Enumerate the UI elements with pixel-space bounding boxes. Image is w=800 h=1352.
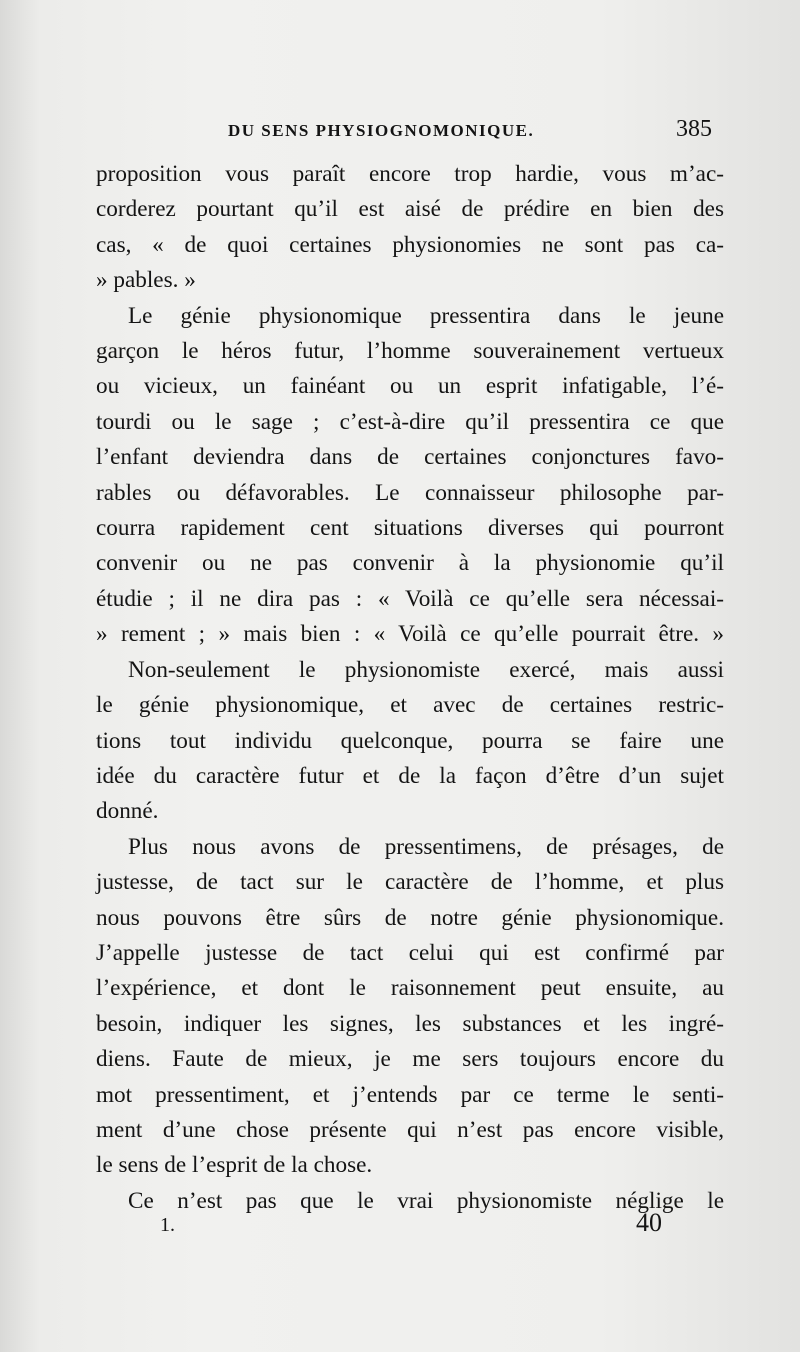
text-line: rables ou défavorables. Le connaisseur philosophe par- (96, 479, 724, 506)
text-line: convenir ou ne pas convenir à la physionomie qu’il (96, 550, 724, 577)
text-line: étudie ; il ne dira pas : « Voilà ce qu’elle sera nécessai- (96, 585, 724, 612)
text-line: idée du caractère futur et de la façon d’être d’un sujet (96, 762, 724, 789)
text-line: Le génie physionomique pressentira dans le jeune (128, 302, 724, 329)
text-line: cas, « de quoi certaines physionomies ne sont pas ca- (96, 231, 724, 258)
page-number: 385 (676, 116, 712, 142)
page-header (228, 116, 712, 143)
text-line: l’enfant deviendra dans de certaines conjonctures favo- (96, 444, 724, 471)
text-line: besoin, indiquer les signes, les substances et les ingré- (96, 1010, 724, 1037)
signature-mark: 1. (160, 1214, 175, 1236)
text-line: ou vicieux, un fainéant ou un esprit infatigable, l’é- (96, 373, 724, 400)
text-line: Plus nous avons de pressentimens, de présages, de (128, 833, 724, 860)
text-line: mot pressentiment, et j’entends par ce terme le senti- (96, 1081, 724, 1108)
text-line: Non-seulement le physionomiste exercé, mais aussi (128, 656, 724, 683)
text-line: J’appelle justesse de tact celui qui est confirmé par (96, 939, 724, 966)
text-line: ment d’une chose présente qui n’est pas encore visible, (96, 1116, 724, 1143)
page-footer (160, 1208, 662, 1238)
text-line: l’expérience, et dont le raisonnement peut ensuite, au (96, 975, 724, 1002)
text-line: » pables. » (96, 267, 196, 294)
text-line: le génie physionomique, et avec de certaines restric- (96, 692, 724, 719)
text-line: garçon le héros futur, l’homme souverainement vertueux (96, 338, 724, 365)
text-line: diens. Faute de mieux, je me sers toujours encore du (96, 1046, 724, 1073)
text-line: Ce n’est pas que le vrai physionomiste néglige le (128, 1187, 724, 1214)
text-line: donné. (96, 798, 159, 825)
text-line: proposition vous paraît encore trop hardie, vous m’ac- (96, 161, 724, 187)
text-line: justesse, de tact sur le caractère de l’homme, et plus (96, 869, 724, 896)
text-line: tions tout individu quelconque, pourra se faire une (96, 727, 724, 754)
running-head: DU SENS PHYSIOGNOMONIQUE. (228, 121, 535, 140)
text-line: nous pouvons être sûrs de notre génie physionomique. (96, 904, 724, 931)
text-line: le sens de l’esprit de la chose. (96, 1152, 373, 1179)
text-line: courra rapidement cent situations diverses qui pourront (96, 515, 724, 542)
body-text (96, 157, 724, 1219)
signature-number: 40 (636, 1208, 662, 1237)
text-line: » rement ; » mais bien : « Voilà ce qu’elle pourrait être. » (96, 621, 724, 648)
text-line: corderez pourtant qu’il est aisé de prédire en bien des (96, 196, 724, 223)
text-line: tourdi ou le sage ; c’est-à-dire qu’il pressentira ce que (96, 408, 724, 435)
